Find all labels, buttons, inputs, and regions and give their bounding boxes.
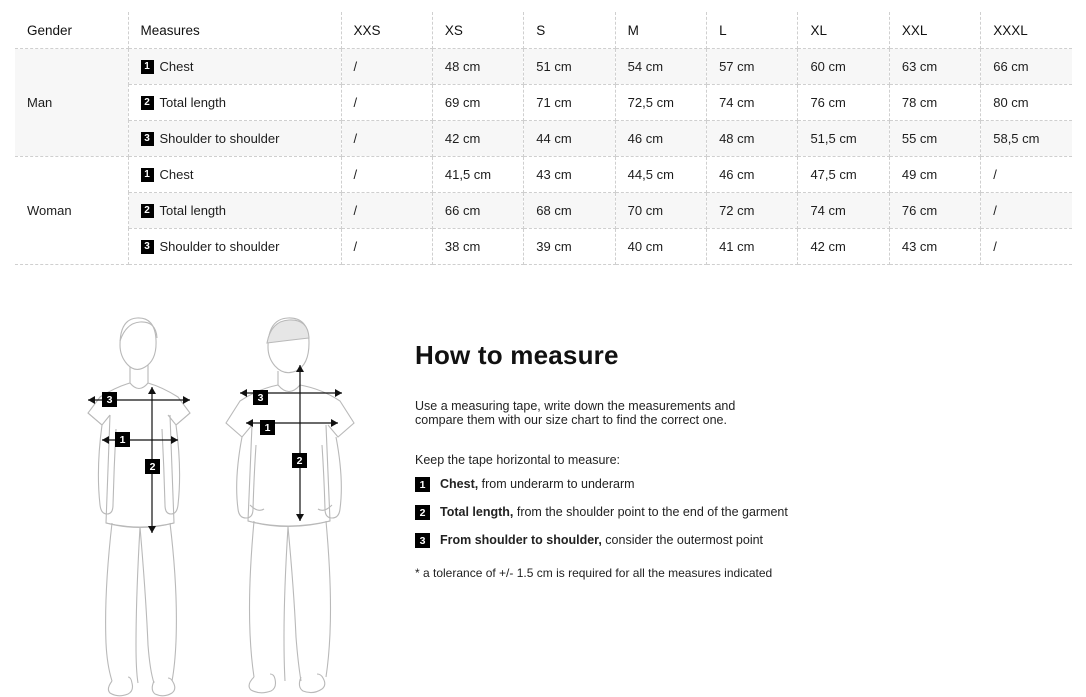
- value-cell-s: 68 cm: [524, 193, 615, 229]
- measure-cell: [128, 49, 341, 85]
- how-to-measure-text: [415, 340, 1015, 580]
- measure-number-badge: 1: [141, 168, 154, 182]
- value-cell-l: 46 cm: [707, 157, 798, 193]
- value-cell-m: 72,5 cm: [615, 85, 706, 121]
- value-cell-s: 39 cm: [524, 229, 615, 265]
- table-row: [15, 157, 1072, 193]
- measure-definition-term: Total length,: [440, 505, 514, 520]
- value-cell-l: 72 cm: [707, 193, 798, 229]
- measure-number-badge: 3: [141, 240, 154, 254]
- woman-badge-length: 2: [145, 459, 160, 474]
- value-cell-xxs: /: [341, 85, 432, 121]
- value-cell-xxs: /: [341, 229, 432, 265]
- measure-label: Shoulder to shoulder: [159, 131, 280, 146]
- man-badge-shoulder: 3: [253, 390, 268, 405]
- col-header-xxxl: XXXL: [981, 12, 1072, 49]
- table-row: [15, 121, 1072, 157]
- measure-label: Shoulder to shoulder: [159, 239, 280, 254]
- value-cell-s: 51 cm: [524, 49, 615, 85]
- size-chart-table: [15, 12, 1072, 265]
- value-cell-m: 46 cm: [615, 121, 706, 157]
- list-item: [415, 533, 1015, 548]
- woman-badge-shoulder: 3: [102, 392, 117, 407]
- value-cell-xl: 60 cm: [798, 49, 889, 85]
- table-row: [15, 49, 1072, 85]
- table-header-row: [15, 12, 1072, 49]
- man-figure: [226, 318, 354, 693]
- col-header-m: M: [615, 12, 706, 49]
- value-cell-l: 41 cm: [707, 229, 798, 265]
- value-cell-s: 71 cm: [524, 85, 615, 121]
- how-to-measure-intro: [415, 399, 1015, 427]
- list-item: [415, 505, 1015, 520]
- measure-definition: [440, 477, 635, 491]
- gender-cell-man: Man: [15, 49, 128, 157]
- value-cell-xxl: 76 cm: [889, 193, 980, 229]
- list-item: [415, 477, 1015, 492]
- measure-number-badge: 1: [141, 60, 154, 74]
- intro-line-2: compare them with our size chart to find the correct one.: [415, 413, 727, 428]
- value-cell-xxs: /: [341, 121, 432, 157]
- value-cell-xxxl: /: [981, 157, 1072, 193]
- measure-definition: [440, 505, 788, 519]
- table-header: [15, 12, 1072, 49]
- value-cell-xs: 41,5 cm: [432, 157, 523, 193]
- value-cell-xl: 51,5 cm: [798, 121, 889, 157]
- col-header-xs: XS: [432, 12, 523, 49]
- col-header-gender: Gender: [15, 12, 128, 49]
- measure-number-badge: 1: [415, 477, 430, 492]
- measure-number-badge: 3: [141, 132, 154, 146]
- measure-definition: [440, 533, 763, 547]
- man-badge-length: 2: [292, 453, 307, 468]
- col-header-l: L: [707, 12, 798, 49]
- value-cell-xl: 42 cm: [798, 229, 889, 265]
- measure-number-badge: 3: [415, 533, 430, 548]
- value-cell-xxxl: 80 cm: [981, 85, 1072, 121]
- measure-cell: [128, 193, 341, 229]
- value-cell-xs: 38 cm: [432, 229, 523, 265]
- table-row: [15, 229, 1072, 265]
- woman-chest-arrow: [102, 436, 178, 444]
- measure-cell: [128, 229, 341, 265]
- col-header-measures: Measures: [128, 12, 341, 49]
- value-cell-xxxl: 58,5 cm: [981, 121, 1072, 157]
- value-cell-xxs: /: [341, 49, 432, 85]
- how-to-measure-title: How to measure: [415, 340, 619, 370]
- measurement-illustrations: [60, 305, 390, 697]
- value-cell-m: 54 cm: [615, 49, 706, 85]
- value-cell-xs: 42 cm: [432, 121, 523, 157]
- gender-cell-woman: Woman: [15, 157, 128, 265]
- value-cell-xxl: 55 cm: [889, 121, 980, 157]
- measure-cell: [128, 85, 341, 121]
- measure-definition-detail: from underarm to underarm: [478, 477, 635, 492]
- measure-label: Total length: [159, 95, 226, 110]
- value-cell-xxl: 49 cm: [889, 157, 980, 193]
- measure-cell: [128, 157, 341, 193]
- measure-number-badge: 2: [141, 204, 154, 218]
- measure-definition-detail: from the shoulder point to the end of the garment: [513, 505, 788, 520]
- value-cell-m: 44,5 cm: [615, 157, 706, 193]
- woman-badge-chest: 1: [115, 432, 130, 447]
- measure-definition-detail: consider the outermost point: [601, 533, 764, 548]
- table-row: [15, 85, 1072, 121]
- woman-figure: [88, 318, 190, 696]
- man-badge-chest: 1: [260, 420, 275, 435]
- measure-definition-term: Chest,: [440, 477, 479, 492]
- value-cell-xxs: /: [341, 193, 432, 229]
- keep-tape-horizontal-note: Keep the tape horizontal to measure:: [415, 453, 620, 468]
- value-cell-l: 48 cm: [707, 121, 798, 157]
- value-cell-l: 74 cm: [707, 85, 798, 121]
- size-chart-container: [15, 12, 1071, 265]
- measure-cell: [128, 121, 341, 157]
- value-cell-xxl: 78 cm: [889, 85, 980, 121]
- how-to-measure-section: [0, 300, 1086, 697]
- measure-definitions-list: [415, 477, 1015, 548]
- value-cell-xs: 66 cm: [432, 193, 523, 229]
- value-cell-s: 44 cm: [524, 121, 615, 157]
- measure-definition-term: From shoulder to shoulder,: [440, 533, 602, 548]
- value-cell-xl: 74 cm: [798, 193, 889, 229]
- table-row: [15, 193, 1072, 229]
- value-cell-xxl: 63 cm: [889, 49, 980, 85]
- value-cell-xs: 48 cm: [432, 49, 523, 85]
- measure-number-badge: 2: [141, 96, 154, 110]
- value-cell-xs: 69 cm: [432, 85, 523, 121]
- col-header-s: S: [524, 12, 615, 49]
- value-cell-m: 70 cm: [615, 193, 706, 229]
- value-cell-xxs: /: [341, 157, 432, 193]
- col-header-xxs: XXS: [341, 12, 432, 49]
- measure-label: Chest: [159, 167, 194, 182]
- col-header-xl: XL: [798, 12, 889, 49]
- measure-label: Chest: [159, 59, 194, 74]
- value-cell-xxxl: 66 cm: [981, 49, 1072, 85]
- value-cell-xxxl: /: [981, 193, 1072, 229]
- value-cell-xxxl: /: [981, 229, 1072, 265]
- col-header-xxl: XXL: [889, 12, 980, 49]
- value-cell-xl: 47,5 cm: [798, 157, 889, 193]
- value-cell-m: 40 cm: [615, 229, 706, 265]
- measure-number-badge: 2: [415, 505, 430, 520]
- figures-svg: [60, 305, 390, 697]
- value-cell-s: 43 cm: [524, 157, 615, 193]
- measure-label: Total length: [159, 203, 226, 218]
- intro-line-1: Use a measuring tape, write down the measurements and: [415, 399, 736, 413]
- tolerance-note: * a tolerance of +/- 1.5 cm is required for all the measures indicated: [415, 566, 773, 581]
- value-cell-xl: 76 cm: [798, 85, 889, 121]
- table-body: [15, 49, 1072, 265]
- value-cell-l: 57 cm: [707, 49, 798, 85]
- value-cell-xxl: 43 cm: [889, 229, 980, 265]
